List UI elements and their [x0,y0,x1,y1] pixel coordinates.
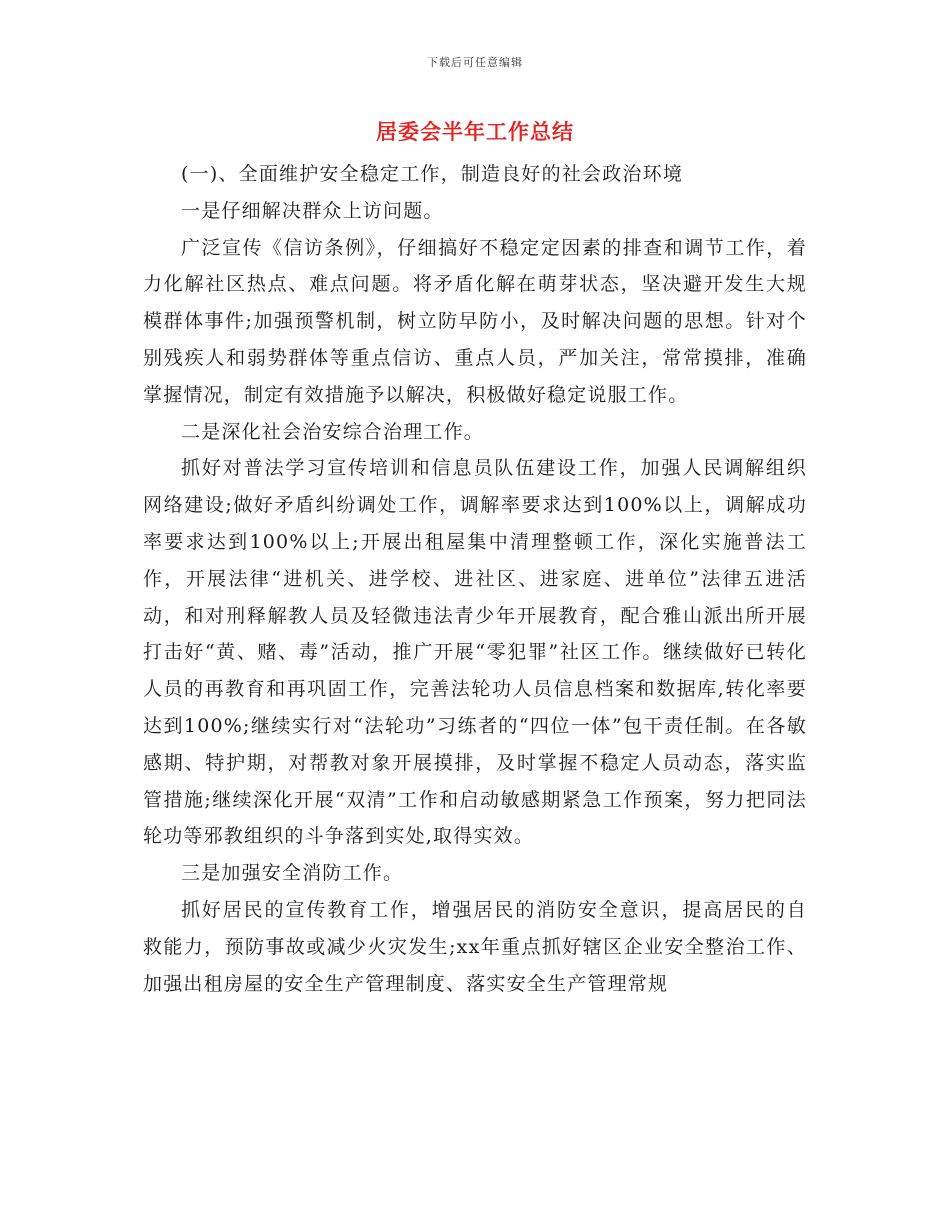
page-header: 下载后可任意编辑 [427,56,523,69]
paragraph-point-three-heading: 三是加强安全消防工作。 [181,862,404,885]
paragraph-point-three-body: 抓好居民的宣传教育工作，增强居民的消防安全意识，提高居民的自救能力，预防事故或减少火灾发生;xx年重点抓好辖区企业安全整治工作、加强出租房屋的安全生产管理制度、落实安全生产管理常规 [143,898,807,995]
document-title: 居委会半年工作总结 [376,119,574,144]
paragraph-point-two-body: 抓好对普法学习宣传培训和信息员队伍建设工作，加强人民调解组织网络建设;做好矛盾纠纷调处工作，调解率要求达到100%以上，调解成功率要求达到100%以上;开展出租屋集中清理整顿工作，深化实施普法工作，开展法律“进机关、进学校、进社区、进家庭、进单位”法律五进活动，和对刑释解教人员及轻微违法青少年开展教育，配合雅山派出所开展打击好“黄、赌、毒”活动，推广开展“零犯罪”社区工作。继续做好已转化人员的再教育和再巩固工作，完善法轮功人员信息档案和数据库,转化率要达到100%;继续实行对“法轮功”习练者的“四位一体”包干责任制。在各敏感期、特护期，对帮教对象开展摸排，及时掌握不稳定人员动态，落实监管措施;继续深化开展“双清”工作和启动敏感期紧急工作预案，努力把同法轮功等邪教组织的斗争落到实处,取得实效。 [143,457,807,848]
paragraph-section-heading: (一)、全面维护安全稳定工作，制造良好的社会政治环境 [181,163,684,185]
paragraph-point-two-heading: 二是深化社会治安综合治理工作。 [181,420,485,443]
paragraph-point-one-heading: 一是仔细解决群众上访问题。 [181,199,444,222]
paragraph-point-one-body: 广泛宣传《信访条例》，仔细搞好不稳定定因素的排查和调节工作，着力化解社区热点、难点问题。将矛盾化解在萌芽状态，坚决避开发生大规模群体事件;加强预警机制，树立防早防小，及时解决问题的思想。针对个别残疾人和弱势群体等重点信访、重点人员，严加关注，常常摸排，准确掌握情况，制定有效措施予以解决，积极做好稳定说服工作。 [143,236,807,406]
document-body [143,156,807,1002]
